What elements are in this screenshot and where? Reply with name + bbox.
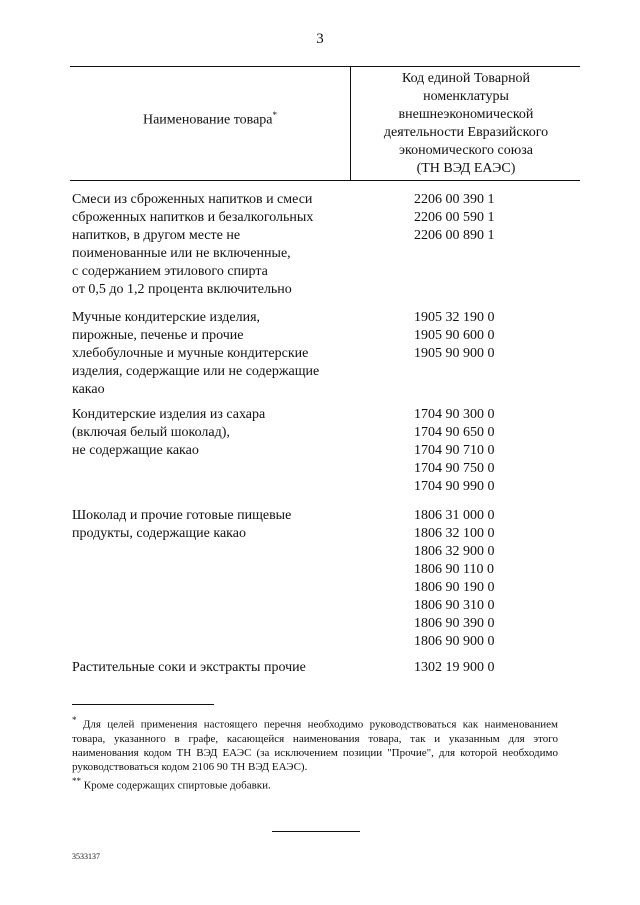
tn-ved-code: 1806 90 310 0 [414, 598, 495, 613]
tn-ved-code: 1704 90 650 0 [414, 425, 495, 440]
column-header-code-line: деятельности Евразийского [383, 125, 549, 140]
row-name-line: Шоколад и прочие готовые пищевые [72, 508, 292, 523]
table-row-codes [414, 507, 524, 651]
table-row-codes [414, 659, 524, 677]
tn-ved-code: 1905 32 190 0 [414, 310, 495, 325]
table-row-codes [414, 406, 524, 496]
column-header-code-line: экономического союза [399, 143, 533, 158]
tn-ved-code: 1806 31 000 0 [414, 508, 495, 523]
row-name-line: сброженных напитков и безалкогольных [72, 210, 314, 225]
row-name-line: продукты, содержащие какао [72, 526, 246, 541]
column-header-code-line: внешнеэкономической [398, 107, 534, 122]
table-row-name [72, 507, 342, 543]
tn-ved-code: 1806 90 390 0 [414, 616, 495, 631]
tn-ved-code: 1704 90 750 0 [414, 461, 495, 476]
table-header-divider [350, 66, 351, 180]
row-name-line: Смеси из сброженных напитков и смеси [72, 192, 313, 207]
footnote-marker: * [272, 110, 277, 120]
footnote-separator [72, 704, 214, 705]
row-name-line: (включая белый шоколад), [72, 425, 230, 440]
table-row-codes [414, 309, 524, 363]
column-header-name-label: Наименование товара [142, 112, 273, 128]
tn-ved-code: 1905 90 600 0 [414, 328, 495, 343]
row-name-line: Мучные кондитерские изделия, [72, 310, 261, 325]
footnote-text: Кроме содержащих спиртовые добавки. [83, 779, 271, 792]
tn-ved-code: 1806 90 190 0 [414, 580, 495, 595]
tn-ved-code: 1806 90 110 0 [414, 562, 494, 577]
row-name-line: какао [72, 382, 105, 397]
tn-ved-code: 1704 90 990 0 [414, 479, 495, 494]
row-name-line: пирожные, печенье и прочие [72, 328, 244, 343]
row-name-line: от 0,5 до 1,2 процента включительно [72, 282, 292, 297]
column-header-code-line: номенклатуры [423, 89, 509, 104]
row-name-line: не содержащие какао [72, 443, 199, 458]
table-row-name [72, 191, 342, 299]
tn-ved-code: 1806 90 900 0 [414, 634, 495, 649]
footnote-marker: * [72, 715, 77, 725]
column-header-code [356, 70, 576, 178]
footnote-marker: ** [72, 776, 81, 786]
page-number: 3 [316, 31, 324, 47]
footnote-text: Для целей применения настоящего перечня необходимо руководствоваться как наименованием товара, указанного в графе, касающейся наименования товара, так и указанным для этого наименования кодом ТН ВЭД ЕАЭС (за исключением позиции "Прочие", для которой необходимо руководствоваться кодом 2106 90 ТН ВЭД ЕАЭС). [72, 718, 558, 773]
tn-ved-code: 1905 90 900 0 [414, 346, 495, 361]
end-of-document-rule [272, 831, 360, 832]
tn-ved-code: 1302 19 900 0 [414, 660, 495, 675]
row-name-line: изделия, содержащие или не содержащие [72, 364, 320, 379]
document-id: 3533137 [72, 852, 100, 861]
table-header-bottom-rule [70, 180, 580, 181]
table-row-codes [414, 191, 524, 245]
row-name-line: с содержанием этилового спирта [72, 264, 268, 279]
tn-ved-code: 1704 90 300 0 [414, 407, 495, 422]
tn-ved-code: 1806 32 100 0 [414, 526, 495, 541]
row-name-line: Растительные соки и экстракты прочие [72, 660, 306, 675]
row-name-line: поименованные или не включенные, [72, 246, 291, 261]
row-name-line: Кондитерские изделия из сахара [72, 407, 266, 422]
row-name-line: хлебобулочные и мучные кондитерские [72, 346, 309, 361]
table-row-name [72, 309, 342, 399]
table-row-name [72, 659, 342, 677]
tn-ved-code: 1806 32 900 0 [414, 544, 495, 559]
tn-ved-code: 1704 90 710 0 [414, 443, 495, 458]
column-header-code-line: Код единой Товарной [401, 71, 531, 86]
tn-ved-code: 2206 00 890 1 [414, 228, 495, 243]
tn-ved-code: 2206 00 390 1 [414, 192, 495, 207]
column-header-name [70, 110, 350, 129]
footnote-2 [72, 774, 558, 793]
column-header-code-line: (ТН ВЭД ЕАЭС) [416, 161, 516, 176]
table-row-name [72, 406, 342, 460]
tn-ved-code: 2206 00 590 1 [414, 210, 495, 225]
table-top-rule [70, 66, 580, 67]
row-name-line: напитков, в другом месте не [72, 228, 241, 243]
footnote-1 [72, 713, 558, 774]
